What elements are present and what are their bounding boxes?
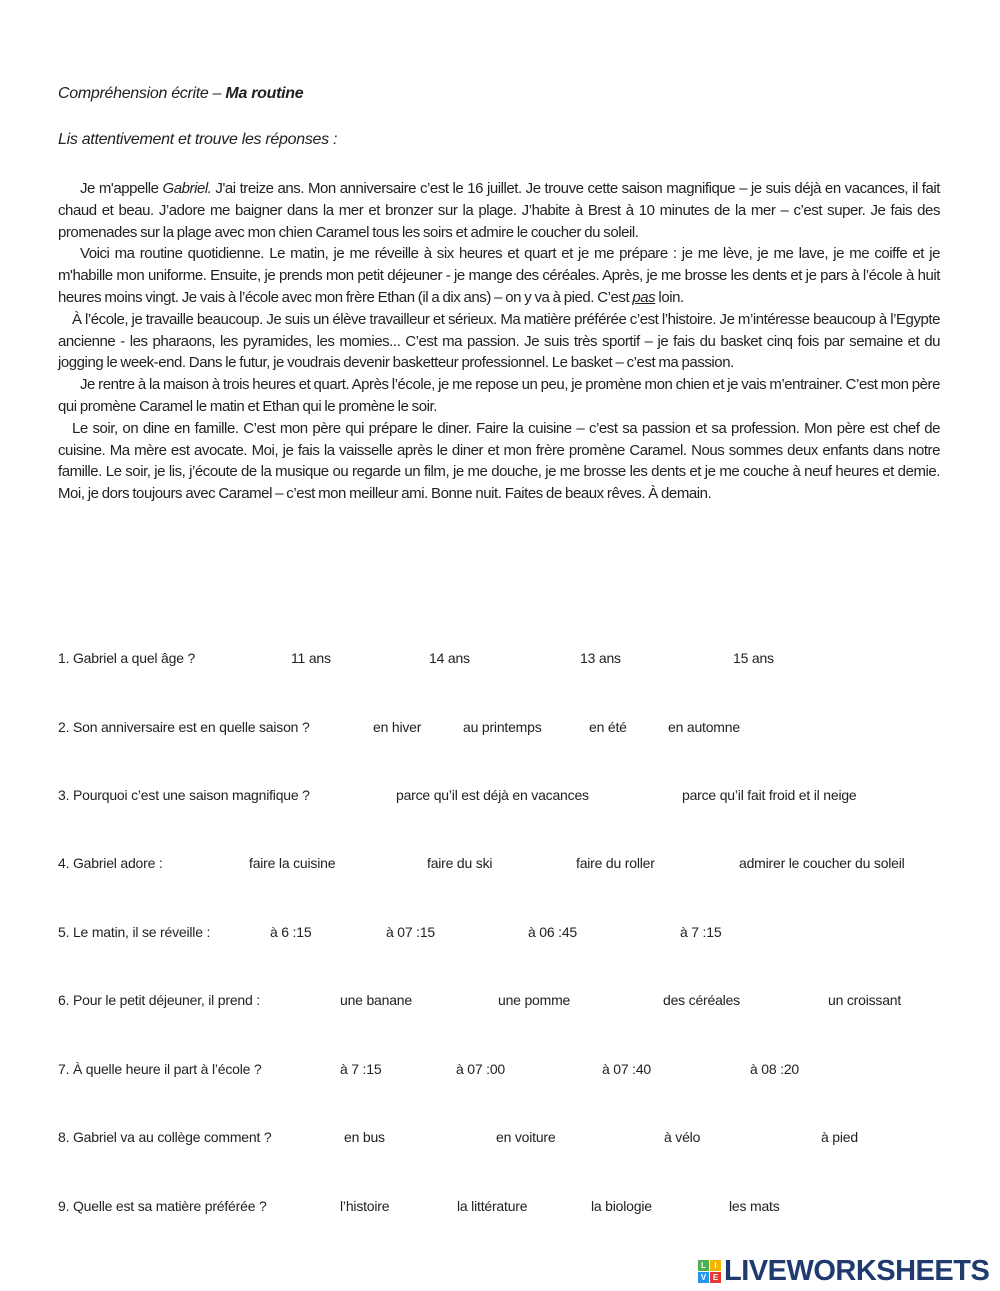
answer-option[interactable]: admirer le coucher du soleil: [739, 855, 905, 871]
question-label: 4. Gabriel adore :: [58, 855, 163, 871]
question-label: 6. Pour le petit déjeuner, il prend :: [58, 992, 260, 1008]
answer-option[interactable]: au printemps: [463, 719, 542, 735]
instruction: Lis attentivement et trouve les réponses :: [58, 131, 338, 148]
answer-option[interactable]: à 6 :15: [270, 924, 312, 940]
answer-option[interactable]: à 7 :15: [340, 1061, 382, 1077]
answer-option[interactable]: en automne: [668, 719, 740, 735]
answer-option[interactable]: à 07 :00: [456, 1061, 505, 1077]
answer-option[interactable]: 11 ans: [291, 650, 331, 666]
answer-option[interactable]: à 08 :20: [750, 1061, 799, 1077]
logo-tile: L: [698, 1260, 709, 1271]
answer-option[interactable]: en été: [589, 719, 627, 735]
question-label: 9. Quelle est sa matière préférée ?: [58, 1198, 267, 1214]
logo-text: LIVEWORKSHEETS: [724, 1255, 990, 1287]
p1-text: Je m'appelle: [80, 180, 163, 197]
answer-option[interactable]: à 06 :45: [528, 924, 577, 940]
p1-text-rest: J'ai treize ans. Mon anniversaire c’est le 16 juillet. Je trouve cette saison magnifique – je suis déjà en vacances, il fait chaud et beau. J’adore me baigner dans la mer et bronzer sur la plage. J’habite à Brest à 10 minutes de la mer – c’est super. Je fais des promenades sur la plage avec mon chien Caramel tous les soirs et admire le coucher du soleil.: [58, 180, 940, 241]
answer-option[interactable]: faire la cuisine: [249, 855, 336, 871]
paragraph-2: [58, 243, 940, 308]
question-row: [0, 719, 1000, 739]
answer-option[interactable]: faire du ski: [427, 855, 493, 871]
p1-name: Gabriel.: [162, 180, 212, 197]
answer-option[interactable]: à 07 :15: [386, 924, 435, 940]
answer-option[interactable]: l’histoire: [340, 1198, 390, 1214]
answer-option[interactable]: faire du roller: [576, 855, 655, 871]
answer-option[interactable]: en bus: [344, 1129, 385, 1145]
question-label: 2. Son anniversaire est en quelle saison ?: [58, 719, 310, 735]
title-prefix: Compréhension écrite –: [58, 85, 226, 102]
p2-text: Voici ma routine quotidienne. Le matin, je me réveille à six heures et quart et je me prépare : je me lève, je me lave, je me coiffe et je m'habille mon uniforme. Ensuite, je prends mon petit déjeuner - je mange des céréales. Après, je me brosse les dents et je pars à l’école à huit heures moins vingt. Je vais à l’école avec mon frère Ethan (il a dix ans) – on y va à pied. C’est: [58, 245, 940, 306]
answer-option[interactable]: 13 ans: [580, 650, 621, 666]
answer-option[interactable]: à pied: [821, 1129, 858, 1145]
answer-option[interactable]: 15 ans: [733, 650, 774, 666]
answer-option[interactable]: la littérature: [457, 1198, 528, 1214]
liveworksheets-logo: [698, 1255, 989, 1288]
question-row: [0, 650, 1000, 670]
paragraph-3: À l’école, je travaille beaucoup. Je suis un élève travailleur et sérieux. Ma matière préférée c’est l’histoire. Je m’intéresse beaucoup à l’Egypte ancienne - les pharaons, les pyramides, les momies... C’est ma passion. Je suis très sportif – je fais du basket cinq fois par semaine et du jogging le week-end. Dans le futur, je voudrais devenir basketteur professionnel. Le basket – c’est ma passion.: [58, 310, 940, 372]
question-row: [0, 787, 1000, 807]
question-row: [0, 1061, 1000, 1081]
logo-tile: I: [710, 1260, 721, 1271]
answer-option[interactable]: en voiture: [496, 1129, 556, 1145]
question-label: 5. Le matin, il se réveille :: [58, 924, 211, 940]
paragraph-4: Je rentre à la maison à trois heures et quart. Après l’école, je me repose un peu, je promène mon chien et je vais m’entrainer. C’est mon père qui promène Caramel le matin et Ethan qui le promène le soir.: [58, 376, 940, 415]
answer-option[interactable]: parce qu’il fait froid et il neige: [682, 787, 857, 803]
answer-option[interactable]: à vélo: [664, 1129, 701, 1145]
answer-option[interactable]: à 07 :40: [602, 1061, 651, 1077]
question-label: 3. Pourquoi c’est une saison magnifique ?: [58, 787, 310, 803]
question-label: 7. À quelle heure il part à l’école ?: [58, 1061, 262, 1077]
question-label: 8. Gabriel va au collège comment ?: [58, 1129, 272, 1145]
paragraph-5: Le soir, on dine en famille. C’est mon père qui prépare le diner. Faire la cuisine – c’est sa passion et sa profession. Mon père est chef de cuisine. Ma mère est avocate. Moi, je fais la vaisselle après le diner et mon frère promène Caramel. Nous sommes deux enfants dans notre famille. Le soir, je lis, j’écoute de la musique ou regarde un film, je me douche, je me brosse les dents et je me couche à neuf heures et demie. Moi, je dors toujours avec Caramel – c’est mon meilleur ami. Bonne nuit. Faites de beaux rêves. À demain.: [58, 419, 940, 503]
answer-option[interactable]: en hiver: [373, 719, 422, 735]
reading-text: [58, 178, 940, 505]
logo-tile: E: [710, 1272, 721, 1283]
question-label: 1. Gabriel a quel âge ?: [58, 650, 196, 666]
question-row: [0, 1198, 1000, 1218]
answer-option[interactable]: à 7 :15: [680, 924, 722, 940]
p2-text-rest: loin.: [655, 288, 684, 306]
answer-option[interactable]: une pomme: [498, 992, 571, 1008]
p2-emphasis: pas: [632, 288, 656, 306]
answer-option[interactable]: un croissant: [828, 992, 902, 1008]
question-row: [0, 1129, 1000, 1149]
paragraph-1: [58, 178, 940, 243]
title-bold: Ma routine: [225, 85, 304, 102]
answer-option[interactable]: 14 ans: [429, 650, 470, 666]
answer-option[interactable]: les mats: [729, 1198, 780, 1214]
answer-option[interactable]: parce qu’il est déjà en vacances: [396, 787, 589, 803]
question-row: [0, 855, 1000, 875]
logo-tile: V: [698, 1272, 709, 1283]
answer-option[interactable]: la biologie: [591, 1198, 652, 1214]
answer-option[interactable]: des céréales: [663, 992, 740, 1008]
logo-tiles-icon: [698, 1260, 721, 1283]
answer-option[interactable]: une banane: [340, 992, 412, 1008]
question-row: [0, 924, 1000, 944]
worksheet-title: [58, 85, 303, 103]
question-row: [0, 992, 1000, 1012]
